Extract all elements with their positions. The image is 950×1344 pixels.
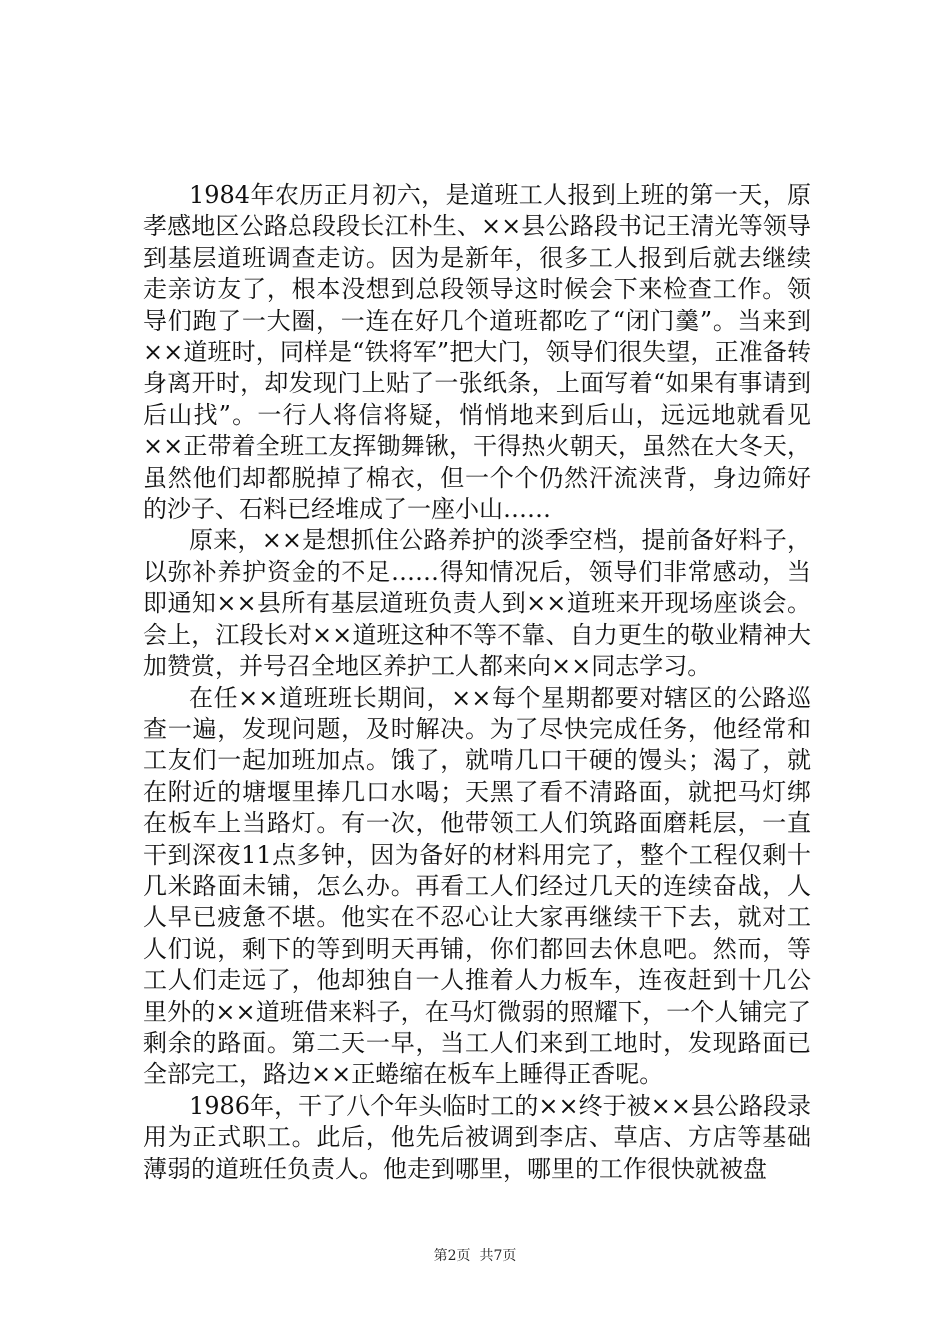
paragraph-4: 1986年，干了八个年头临时工的××终于被××县公路段录用为正式职工。此后，他先后被调到李店、草店、方店等基础薄弱的道班任负责人。他走到哪里，哪里的工作很快就被盘	[143, 1091, 811, 1183]
paragraph-2: 原来，××是想抓住公路养护的淡季空档，提前备好料子，以弥补养护资金的不足……得知情况后，领导们非常感动，当即通知××县所有基层道班负责人到××道班来开现场座谈会。会上，江段长对××道班这种不等不靠、自力更生的敬业精神大加赞赏，并号召全地区养护工人都来向××同志学习。	[143, 526, 811, 681]
paragraph-1: 1984年农历正月初六，是道班工人报到上班的第一天，原孝感地区公路总段段长江朴生、××县公路段书记王清光等领导到基层道班调查走访。因为是新年，很多工人报到后就去继续走亲访友了，根本没想到总段领导这时候会下来检查工作。领导们跑了一大圈，一连在好几个道班都吃了“闭门羹”。当来到××道班时，同样是“铁将军”把大门，领导们很失望，正准备转身离开时，却发现门上贴了一张纸条，上面写着“如果有事请到后山找”。一行人将信将疑，悄悄地来到后山，远远地就看见××正带着全班工友挥锄舞锹，干得热火朝天，虽然在大冬天，虽然他们却都脱掉了棉衣，但一个个仍然汗流浃背，身边筛好的沙子、石料已经堆成了一座小山……	[143, 181, 811, 524]
page-number-footer: 第2页 共7页	[433, 1248, 517, 1264]
paragraph-3: 在任××道班班长期间，××每个星期都要对辖区的公路巡查一遍，发现问题，及时解决。为了尽快完成任务，他经常和工友们一起加班加点。饿了，就啃几口干硬的馒头；渴了，就在附近的塘堰里捧几口水喝；天黑了看不清路面，就把马灯绑在板车上当路灯。有一次，他带领工人们筑路面磨耗层，一直干到深夜11点多钟，因为备好的材料用完了，整个工程仅剩十几米路面未铺，怎么办。再看工人们经过几天的连续奋战，人人早已疲惫不堪。他实在不忍心让大家再继续干下去，就对工人们说，剩下的等到明天再铺，你们都回去休息吧。然而，等工人们走远了，他却独自一人推着人力板车，连夜赶到十几公里外的××道班借来料子，在马灯微弱的照耀下，一个人铺完了剩余的路面。第二天一早，当工人们来到工地时，发现路面已全部完工，路边××正蜷缩在板车上睡得正香呢。	[143, 683, 811, 1089]
body-text	[143, 180, 811, 1185]
